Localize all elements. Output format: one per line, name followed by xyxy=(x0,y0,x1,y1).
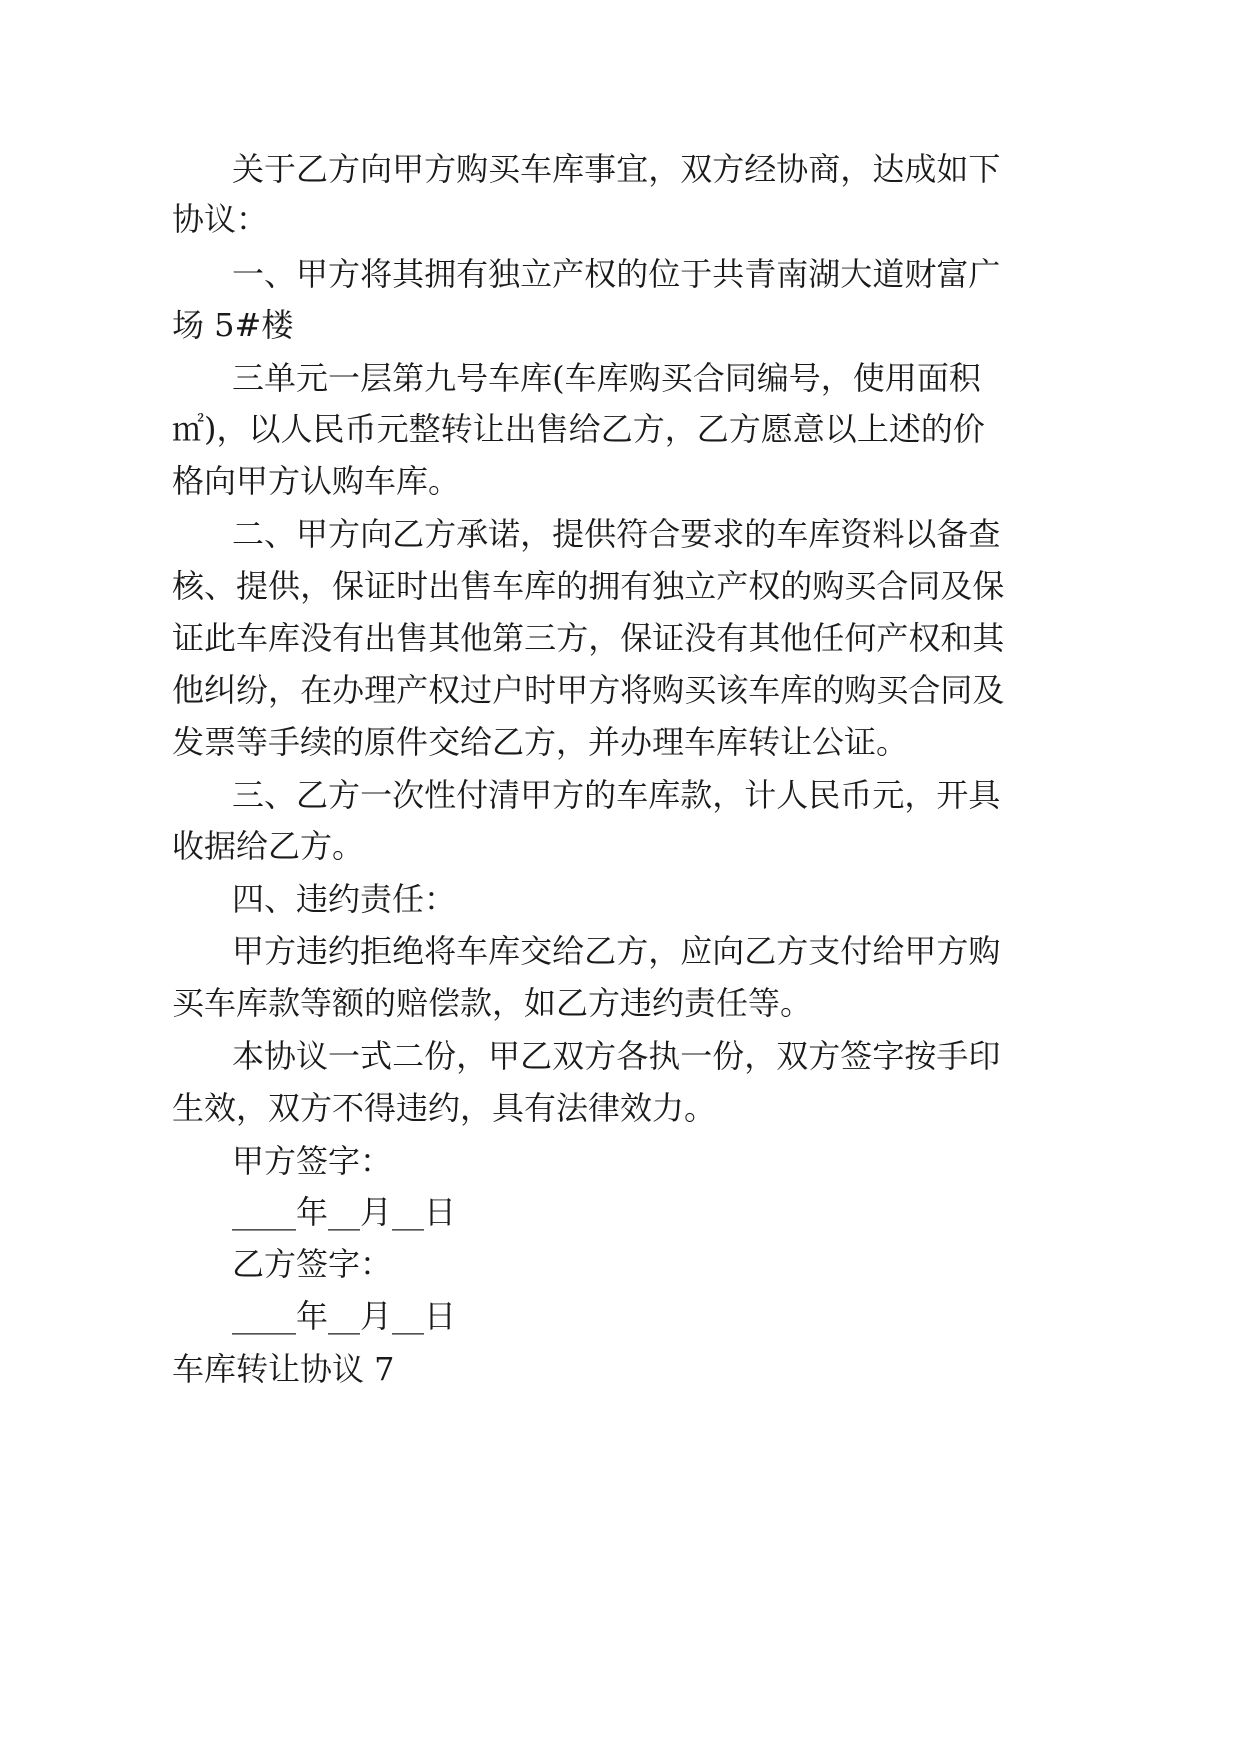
glyph: 一 xyxy=(328,1037,361,1075)
glyph: 同 xyxy=(724,359,757,397)
glyph: 在 xyxy=(300,671,333,709)
glyph: 清 xyxy=(488,776,521,814)
glyph: 甲 xyxy=(556,671,589,709)
glyph: 违 xyxy=(296,932,329,970)
glyph: ， xyxy=(648,932,681,970)
glyph: 方 xyxy=(588,671,621,709)
clause-1-line-2: 场 5#楼 xyxy=(172,306,294,344)
glyph: 编 xyxy=(756,359,789,397)
glyph: 权 xyxy=(908,619,941,657)
glyph: 拒 xyxy=(360,932,393,970)
glyph: 方 xyxy=(264,932,297,970)
party-b-date-line: ____年__月__日 xyxy=(232,1297,457,1335)
glyph: 给 xyxy=(872,932,905,970)
glyph: 绝 xyxy=(392,932,425,970)
glyph: 性 xyxy=(424,776,457,814)
glyph: 份 xyxy=(424,1037,457,1075)
glyph: 计 xyxy=(744,776,777,814)
clause-1-line-5: 格向甲方认购车库。 xyxy=(172,462,461,500)
glyph: ， xyxy=(268,671,301,709)
glyph: 库 xyxy=(488,932,521,970)
glyph: 印 xyxy=(968,1037,1001,1075)
glyph: 供 xyxy=(584,515,617,553)
glyph: 库 xyxy=(808,515,841,553)
glyph: 甲 xyxy=(296,515,329,553)
glyph: 独 xyxy=(488,255,521,293)
glyph: 购 xyxy=(968,932,1001,970)
clause-3-line-2: 收据给乙方。 xyxy=(172,827,365,865)
glyph: 权 xyxy=(748,567,781,605)
glyph: 车 xyxy=(616,776,649,814)
glyph: 合 xyxy=(648,515,681,553)
glyph: ， xyxy=(520,515,553,553)
glyph: 证 xyxy=(652,619,685,657)
glyph: 方 xyxy=(424,515,457,553)
glyph: 和 xyxy=(940,619,973,657)
glyph: 甲 xyxy=(232,932,265,970)
glyph: 于 xyxy=(680,255,713,293)
glyph: 共 xyxy=(712,255,745,293)
glyph: 字 xyxy=(872,1037,905,1075)
glyph: 符 xyxy=(616,515,649,553)
glyph: 元 xyxy=(296,359,329,397)
glyph: 一 xyxy=(360,776,393,814)
clause-2-line-4 xyxy=(172,670,1005,710)
glyph: 车 xyxy=(456,932,489,970)
glyph: 九 xyxy=(424,359,457,397)
glyph: 付 xyxy=(456,776,489,814)
glyph: ， xyxy=(820,359,853,397)
glyph: 次 xyxy=(392,776,425,814)
glyph: 库 xyxy=(520,359,553,397)
glyph: 户 xyxy=(492,671,525,709)
glyph: 供 xyxy=(268,567,301,605)
glyph: 车 xyxy=(520,150,553,188)
glyph: 资 xyxy=(840,515,873,553)
glyph: 约 xyxy=(328,932,361,970)
glyph: 其 xyxy=(428,619,461,657)
glyph: 湖 xyxy=(808,255,841,293)
glyph: 式 xyxy=(360,1037,393,1075)
glyph: 出 xyxy=(428,567,461,605)
glyph: 人 xyxy=(776,776,809,814)
glyph: 保 xyxy=(972,567,1005,605)
glyph: 方 xyxy=(328,150,361,188)
glyph: 本 xyxy=(232,1037,265,1075)
glyph: 料 xyxy=(872,515,905,553)
glyph: 理 xyxy=(364,671,397,709)
clause-3-line-1 xyxy=(232,775,1001,815)
glyph: 车 xyxy=(748,671,781,709)
glyph: 方 xyxy=(556,619,589,657)
glyph: 如 xyxy=(936,150,969,188)
glyph: 出 xyxy=(504,410,537,448)
glyph: 民 xyxy=(312,410,345,448)
glyph: 方 xyxy=(328,515,361,553)
glyph: 出 xyxy=(364,619,397,657)
glyph: 车 xyxy=(776,515,809,553)
glyph: 库 xyxy=(648,776,681,814)
glyph: 述 xyxy=(888,410,921,448)
clause-1-line-4 xyxy=(172,409,985,449)
glyph: 要 xyxy=(680,515,713,553)
glyph: 份 xyxy=(712,1037,745,1075)
glyph: 二 xyxy=(392,1037,425,1075)
clause-2-line-2 xyxy=(172,566,1005,606)
glyph: 达 xyxy=(872,150,905,188)
glyph: 买 xyxy=(844,567,877,605)
glyph: 库 xyxy=(524,567,557,605)
glyph: 支 xyxy=(808,932,841,970)
glyph: 以 xyxy=(248,410,281,448)
glyph: 购 xyxy=(628,359,661,397)
clause-1-line-3 xyxy=(232,358,981,398)
glyph: 购 xyxy=(844,671,877,709)
glyph: 层 xyxy=(360,359,393,397)
glyph: 富 xyxy=(936,255,969,293)
glyph: 购 xyxy=(652,671,685,709)
glyph: 证 xyxy=(364,567,397,605)
glyph: 人 xyxy=(280,410,313,448)
glyph: 方 xyxy=(632,410,665,448)
glyph: 求 xyxy=(712,515,745,553)
glyph: 时 xyxy=(396,567,429,605)
glyph: 车 xyxy=(236,619,269,657)
glyph: 售 xyxy=(460,567,493,605)
glyph: 过 xyxy=(460,671,493,709)
glyph: 一 xyxy=(680,1037,713,1075)
glyph: 乙 xyxy=(296,150,329,188)
glyph: 位 xyxy=(648,255,681,293)
glyph: 宜 xyxy=(616,150,649,188)
glyph: 产 xyxy=(876,619,909,657)
glyph: 转 xyxy=(440,410,473,448)
glyph: 买 xyxy=(684,671,717,709)
glyph: 第 xyxy=(392,359,425,397)
glyph: 其 xyxy=(972,619,1005,657)
glyph: 合 xyxy=(908,671,941,709)
glyph: 的 xyxy=(584,776,617,814)
glyph: 有 xyxy=(716,619,749,657)
glyph: 购 xyxy=(812,567,845,605)
glyph: 向 xyxy=(712,932,745,970)
glyph: 商 xyxy=(808,150,841,188)
glyph: 买 xyxy=(488,150,521,188)
glyph: 一 xyxy=(328,359,361,397)
glyph: 的 xyxy=(616,255,649,293)
glyph: 使 xyxy=(852,359,885,397)
glyph: 意 xyxy=(792,410,825,448)
glyph: 方 xyxy=(584,1037,617,1075)
glyph: ， xyxy=(216,410,249,448)
glyph: 同 xyxy=(908,567,941,605)
glyph: 愿 xyxy=(760,410,793,448)
glyph: 他 xyxy=(460,619,493,657)
glyph: ， xyxy=(744,1037,777,1075)
glyph: 乙 xyxy=(392,515,425,553)
glyph: 具 xyxy=(968,776,1001,814)
glyph: 交 xyxy=(520,932,553,970)
glyph: 的 xyxy=(920,410,953,448)
glyph: 库 xyxy=(268,619,301,657)
glyph: 于 xyxy=(264,150,297,188)
glyph: 车 xyxy=(488,359,521,397)
glyph: 纠 xyxy=(204,671,237,709)
glyph: 的 xyxy=(780,567,813,605)
glyph: 核 xyxy=(172,567,205,605)
glyph: 没 xyxy=(684,619,717,657)
glyph: 积 xyxy=(948,359,981,397)
glyph: 经 xyxy=(744,150,777,188)
glyph: ( xyxy=(552,359,565,397)
glyph: ㎡ xyxy=(172,410,205,448)
glyph: 权 xyxy=(584,255,617,293)
glyph: 甲 xyxy=(488,1037,521,1075)
glyph: ， xyxy=(648,150,681,188)
glyph: 甲 xyxy=(904,932,937,970)
glyph: 签 xyxy=(840,1037,873,1075)
glyph: 方 xyxy=(328,776,361,814)
glyph: 号 xyxy=(456,359,489,397)
glyph: 用 xyxy=(884,359,917,397)
glyph: 的 xyxy=(744,515,777,553)
glyph: 号 xyxy=(788,359,821,397)
glyph: 证 xyxy=(172,619,205,657)
glyph: 乙 xyxy=(600,410,633,448)
clause-2-line-5: 发票等手续的原件交给乙方，并办理车库转让公证。 xyxy=(172,723,909,761)
party-b-signature-label: 乙方签字： xyxy=(232,1245,393,1283)
glyph: 关 xyxy=(232,150,265,188)
glyph: 时 xyxy=(524,671,557,709)
glyph: 库 xyxy=(552,150,585,188)
glyph: 给 xyxy=(568,410,601,448)
glyph: 车 xyxy=(564,359,597,397)
glyph: 币 xyxy=(840,776,873,814)
glyph: 三 xyxy=(232,776,265,814)
glyph: 元 xyxy=(872,776,905,814)
glyph: 方 xyxy=(728,410,761,448)
glyph: 他 xyxy=(172,671,205,709)
clause-4-line-1 xyxy=(232,931,1001,971)
glyph: ， xyxy=(840,150,873,188)
glyph: 车 xyxy=(492,567,525,605)
glyph: 方 xyxy=(328,255,361,293)
glyph: 双 xyxy=(552,1037,585,1075)
glyph: 三 xyxy=(232,359,265,397)
glyph: 将 xyxy=(360,255,393,293)
glyph: 保 xyxy=(620,619,653,657)
clause-4-heading: 四、违约责任： xyxy=(232,880,457,918)
glyph: 及 xyxy=(972,671,1005,709)
glyph: 及 xyxy=(940,567,973,605)
glyph: ， xyxy=(588,619,621,657)
glyph: 给 xyxy=(552,932,585,970)
glyph: 方 xyxy=(936,932,969,970)
glyph: 手 xyxy=(936,1037,969,1075)
party-a-signature-label: 甲方签字： xyxy=(232,1142,393,1180)
glyph: 他 xyxy=(780,619,813,657)
glyph: 整 xyxy=(408,410,441,448)
glyph: 民 xyxy=(808,776,841,814)
glyph: 第 xyxy=(492,619,525,657)
glyph: 成 xyxy=(904,150,937,188)
glyph: 合 xyxy=(876,567,909,605)
glyph: 有 xyxy=(620,567,653,605)
glyph: 价 xyxy=(952,410,985,448)
glyph: 办 xyxy=(332,671,365,709)
closing-line-1 xyxy=(232,1036,1001,1076)
glyph: 库 xyxy=(780,671,813,709)
glyph: 乙 xyxy=(296,776,329,814)
glyph: 查 xyxy=(968,515,1001,553)
glyph: 甲 xyxy=(392,150,425,188)
glyph: 购 xyxy=(456,150,489,188)
glyph: 面 xyxy=(916,359,949,397)
glyph: 、 xyxy=(264,515,297,553)
glyph: 方 xyxy=(424,150,457,188)
glyph: 双 xyxy=(680,150,713,188)
glyph: 元 xyxy=(376,410,409,448)
glyph: 协 xyxy=(776,150,809,188)
glyph: 广 xyxy=(968,255,1001,293)
glyph: 执 xyxy=(648,1037,681,1075)
glyph: 甲 xyxy=(520,776,553,814)
glyph: 乙 xyxy=(744,932,777,970)
glyph: 库 xyxy=(596,359,629,397)
party-a-date-line: ____年__月__日 xyxy=(232,1193,457,1231)
glyph: 方 xyxy=(712,150,745,188)
glyph: 方 xyxy=(552,776,585,814)
glyph: 按 xyxy=(904,1037,937,1075)
glyph: ) xyxy=(204,410,217,448)
glyph: 让 xyxy=(472,410,505,448)
glyph: ， xyxy=(712,776,745,814)
glyph: 、 xyxy=(264,776,297,814)
glyph: 财 xyxy=(904,255,937,293)
glyph: 乙 xyxy=(584,932,617,970)
glyph: 二 xyxy=(232,515,265,553)
glyph: 事 xyxy=(584,150,617,188)
glyph: 付 xyxy=(840,932,873,970)
glyph: 方 xyxy=(616,932,649,970)
glyph: 各 xyxy=(616,1037,649,1075)
glyph: 承 xyxy=(456,515,489,553)
glyph: 应 xyxy=(680,932,713,970)
glyph: 立 xyxy=(520,255,553,293)
glyph: 立 xyxy=(684,567,717,605)
glyph: 拥 xyxy=(588,567,621,605)
glyph: 青 xyxy=(744,255,777,293)
glyph: 诺 xyxy=(488,515,521,553)
glyph: 议 xyxy=(296,1037,329,1075)
glyph: 款 xyxy=(680,776,713,814)
glyph: ， xyxy=(456,1037,489,1075)
glyph: ， xyxy=(664,410,697,448)
glyph: 合 xyxy=(692,359,725,397)
glyph: 方 xyxy=(776,932,809,970)
glyph: 权 xyxy=(428,671,461,709)
next-section-title: 车库转让协议 7 xyxy=(172,1350,395,1388)
glyph: 方 xyxy=(808,1037,841,1075)
glyph: 向 xyxy=(360,150,393,188)
glyph: 乙 xyxy=(696,410,729,448)
glyph: 、 xyxy=(264,255,297,293)
glyph: ， xyxy=(300,567,333,605)
glyph: 上 xyxy=(856,410,889,448)
glyph: 没 xyxy=(300,619,333,657)
glyph: 开 xyxy=(936,776,969,814)
glyph: 南 xyxy=(776,255,809,293)
glyph: 有 xyxy=(332,619,365,657)
glyph: 拥 xyxy=(424,255,457,293)
clause-1-line-1 xyxy=(232,254,1001,294)
glyph: ， xyxy=(904,776,937,814)
glyph: 产 xyxy=(396,671,429,709)
glyph: 何 xyxy=(844,619,877,657)
glyph: 该 xyxy=(716,671,749,709)
glyph: 其 xyxy=(392,255,425,293)
glyph: 产 xyxy=(716,567,749,605)
clause-4-line-2: 买车库款等额的赔偿款，如乙方违约责任等。 xyxy=(172,984,813,1022)
glyph: 保 xyxy=(332,567,365,605)
glyph: 将 xyxy=(620,671,653,709)
glyph: 、 xyxy=(204,567,237,605)
glyph: 同 xyxy=(940,671,973,709)
glyph: 三 xyxy=(524,619,557,657)
closing-line-2: 生效，双方不得违约，具有法律效力。 xyxy=(172,1089,717,1127)
glyph: 纷 xyxy=(236,671,269,709)
glyph: 售 xyxy=(396,619,429,657)
clause-2-line-1 xyxy=(232,514,1001,554)
glyph: 其 xyxy=(748,619,781,657)
glyph: 有 xyxy=(456,255,489,293)
paragraph-1-line-2: 协议： xyxy=(172,200,269,238)
glyph: 的 xyxy=(556,567,589,605)
glyph: 独 xyxy=(652,567,685,605)
glyph: 协 xyxy=(264,1037,297,1075)
glyph: 提 xyxy=(236,567,269,605)
glyph: 买 xyxy=(660,359,693,397)
glyph: 双 xyxy=(776,1037,809,1075)
paragraph-1-line-1 xyxy=(232,149,1001,189)
glyph: 买 xyxy=(876,671,909,709)
glyph: 此 xyxy=(204,619,237,657)
glyph: 大 xyxy=(840,255,873,293)
glyph: 甲 xyxy=(296,255,329,293)
glyph: 以 xyxy=(904,515,937,553)
glyph: 币 xyxy=(344,410,377,448)
glyph: 售 xyxy=(536,410,569,448)
clause-2-line-3 xyxy=(172,618,1005,658)
glyph: 以 xyxy=(824,410,857,448)
glyph: 下 xyxy=(968,150,1001,188)
glyph: 提 xyxy=(552,515,585,553)
glyph: 任 xyxy=(812,619,845,657)
glyph: 道 xyxy=(872,255,905,293)
glyph: 产 xyxy=(552,255,585,293)
glyph: 向 xyxy=(360,515,393,553)
glyph: 的 xyxy=(812,671,845,709)
glyph: 一 xyxy=(232,255,265,293)
glyph: 单 xyxy=(264,359,297,397)
glyph: 乙 xyxy=(520,1037,553,1075)
glyph: 将 xyxy=(424,932,457,970)
glyph: 备 xyxy=(936,515,969,553)
